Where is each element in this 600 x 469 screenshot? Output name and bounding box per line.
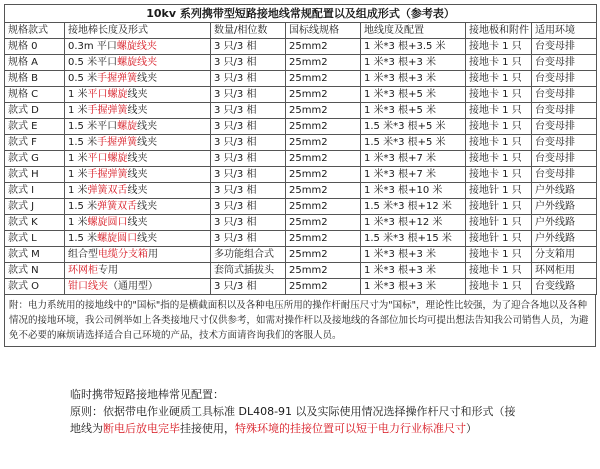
table-cell [5, 87, 65, 103]
cell-text: 线夹 [127, 217, 148, 228]
table-cell [466, 247, 532, 263]
principle-line: 原则：依据带电作业硬质工具标准 DL408-91 以及实际使用情况选择操作杆尺寸和形式（接 [70, 405, 516, 418]
table-cell [532, 263, 597, 279]
table-cell [466, 167, 532, 183]
cell-text: 1.5 米*3 根+5 米 [364, 121, 446, 132]
table-cell [211, 247, 286, 263]
table-cell [286, 167, 361, 183]
cell-text: 1 米*3 根+3 米 [364, 265, 437, 276]
table-cell [211, 167, 286, 183]
cell-text: 0.3m 平口 [68, 41, 117, 52]
cell-text: 1.5 米*3 根+5 米 [364, 137, 446, 148]
table-cell [211, 199, 286, 215]
principle-red-1: 断电后放电完毕 [103, 422, 180, 435]
cell-text: 3 只/3 相 [214, 121, 257, 132]
cell-text: 1 米*3 根+3 米 [364, 57, 437, 68]
column-header: 接地棒长度及形式 [65, 23, 211, 39]
table-cell [5, 183, 65, 199]
cell-text: 款式 G [8, 153, 39, 164]
table-cell [5, 71, 65, 87]
table-row [5, 263, 597, 279]
table-cell [466, 231, 532, 247]
cell-text: 款式 D [8, 105, 39, 116]
table-cell [361, 103, 466, 119]
table-cell [361, 119, 466, 135]
table-cell [361, 87, 466, 103]
cell-text: 1 米 [68, 169, 88, 180]
table-cell [466, 183, 532, 199]
cell-text: 台变母排 [535, 105, 575, 116]
cell-text: 接地针 1 只 [469, 233, 522, 244]
cell-text: 1 米*3 根+5 米 [364, 89, 437, 100]
table-row [5, 183, 597, 199]
table-cell [466, 119, 532, 135]
table-cell [532, 55, 597, 71]
table-cell [211, 151, 286, 167]
table-cell [65, 263, 211, 279]
table-cell [5, 247, 65, 263]
cell-text: 台变母排 [535, 169, 575, 180]
header-row [5, 23, 597, 39]
cell-text: 25mm2 [289, 73, 328, 84]
table-cell [466, 199, 532, 215]
table-cell [532, 199, 597, 215]
table-row [5, 279, 597, 295]
cell-text: 环网柜 [68, 265, 98, 276]
table-cell [211, 215, 286, 231]
cell-text: 螺旋线夹 [117, 57, 158, 68]
cell-text: 款式 E [8, 121, 38, 132]
cell-text: 台变母排 [535, 89, 575, 100]
cell-text: 接地卡 1 只 [469, 169, 522, 180]
table-cell [532, 247, 597, 263]
cell-text: 钳口线夹 [68, 281, 108, 292]
table-cell [532, 279, 597, 295]
cell-text: 25mm2 [289, 233, 328, 244]
table-cell [532, 183, 597, 199]
table-cell [286, 263, 361, 279]
config-heading: 临时携带短路接地棒常见配置： [70, 388, 224, 401]
table-cell [361, 199, 466, 215]
table-cell [5, 167, 65, 183]
cell-text: 套筒式插拔头 [214, 265, 274, 276]
principle-text-a: 地线为 [70, 422, 103, 435]
table-cell [286, 231, 361, 247]
cell-text: 接地卡 1 只 [469, 57, 522, 68]
cell-text: 3 只/3 相 [214, 89, 257, 100]
cell-text: 平口螺旋 [87, 89, 128, 100]
cell-text: 线夹 [137, 73, 158, 84]
column-header: 适用环境 [532, 23, 597, 39]
cell-text: 接地卡 1 只 [469, 105, 522, 116]
column-header: 地线度及配置 [361, 23, 466, 39]
cell-text: 1 米*3 根+5 米 [364, 105, 437, 116]
table-cell [65, 39, 211, 55]
table-cell [65, 279, 211, 295]
table-cell [532, 151, 597, 167]
cell-text: 25mm2 [289, 121, 328, 132]
table-cell [65, 135, 211, 151]
cell-text: 螺旋圆口 [97, 233, 138, 244]
cell-text: 款式 K [8, 217, 38, 228]
cell-text: 3 只/3 相 [214, 137, 257, 148]
cell-text: 1 米*3 根+3 米 [364, 73, 437, 84]
table-cell [211, 55, 286, 71]
table-cell [65, 215, 211, 231]
cell-text: 接地卡 1 只 [469, 89, 522, 100]
column-header: 接地极和附件 [466, 23, 532, 39]
principle-text-b: 挂接使用， [180, 422, 235, 435]
table-cell [5, 263, 65, 279]
table-cell [466, 151, 532, 167]
cell-text: 25mm2 [289, 89, 328, 100]
cell-text: 线夹 [127, 105, 148, 116]
table-cell [286, 279, 361, 295]
cell-text: 3 只/3 相 [214, 73, 257, 84]
cell-text: 手握弹簧 [97, 73, 138, 84]
table-cell [532, 167, 597, 183]
cell-text: 3 只/3 相 [214, 185, 257, 196]
table-cell [361, 135, 466, 151]
table-cell [361, 55, 466, 71]
cell-text: 25mm2 [289, 153, 328, 164]
cell-text: 线夹 [137, 121, 158, 132]
cell-text: 款式 N [8, 265, 39, 276]
table-cell [286, 151, 361, 167]
table-cell [65, 199, 211, 215]
cell-text: 接地卡 1 只 [469, 73, 522, 84]
cell-text: 台变母排 [535, 153, 575, 164]
cell-text: 线夹 [137, 233, 158, 244]
cell-text: （通用型） [108, 281, 158, 292]
cell-text: 1.5 米 [68, 233, 98, 244]
cell-text: 电缆分支箱 [98, 249, 148, 260]
table-cell [466, 103, 532, 119]
cell-text: 组合型 [68, 249, 98, 260]
cell-text: 款式 O [8, 281, 40, 292]
table-cell [65, 103, 211, 119]
table-cell [5, 279, 65, 295]
column-header: 规格款式 [5, 23, 65, 39]
table-body [5, 39, 597, 295]
table-cell [361, 71, 466, 87]
table-cell [361, 279, 466, 295]
table-cell [286, 39, 361, 55]
table-cell [211, 263, 286, 279]
cell-text: 25mm2 [289, 105, 328, 116]
cell-text: 25mm2 [289, 169, 328, 180]
table-cell [466, 71, 532, 87]
table-row [5, 119, 597, 135]
table-cell [286, 71, 361, 87]
cell-text: 接地卡 1 只 [469, 153, 522, 164]
table-cell [466, 39, 532, 55]
table-cell [5, 55, 65, 71]
cell-text: 弹簧双舌 [97, 201, 138, 212]
cell-text: 款式 H [8, 169, 39, 180]
table-cell [5, 151, 65, 167]
cell-text: 规格 0 [8, 41, 38, 52]
table-cell [532, 87, 597, 103]
table-row [5, 247, 597, 263]
cell-text: 线夹 [127, 185, 148, 196]
cell-text: 1 米 [68, 89, 88, 100]
cell-text: 接地针 1 只 [469, 201, 522, 212]
table-cell [286, 199, 361, 215]
cell-text: 专用 [98, 265, 118, 276]
table-title: 10kv 系列携带型短路接地线常规配置以及组成形式（参考表） [5, 5, 597, 23]
cell-text: 台变母排 [535, 57, 575, 68]
table-cell [466, 263, 532, 279]
table-cell [286, 55, 361, 71]
cell-text: 25mm2 [289, 281, 328, 292]
table-cell [286, 103, 361, 119]
cell-text: 台变母排 [535, 73, 575, 84]
table-row [5, 87, 597, 103]
principle-line-2 [70, 420, 592, 437]
table-cell [466, 135, 532, 151]
table-row [5, 199, 597, 215]
table-cell [361, 263, 466, 279]
table-row [5, 231, 597, 247]
table-cell [466, 55, 532, 71]
cell-text: 1 米*3 根+10 米 [364, 185, 443, 196]
table-cell [532, 71, 597, 87]
title-row [5, 5, 597, 23]
cell-text: 25mm2 [289, 41, 328, 52]
table-cell [361, 231, 466, 247]
table-row [5, 39, 597, 55]
table-cell [361, 151, 466, 167]
table-cell [466, 279, 532, 295]
cell-text: 户外线路 [535, 185, 575, 196]
table-cell [532, 119, 597, 135]
cell-text: 1 米*3 根+3.5 米 [364, 41, 446, 52]
cell-text: 1 米 [68, 185, 88, 196]
cell-text: 弹簧双舌 [87, 185, 128, 196]
cell-text: 25mm2 [289, 217, 328, 228]
table-cell [65, 119, 211, 135]
cell-text: 多功能组合式 [214, 249, 274, 260]
cell-text: 3 只/3 相 [214, 105, 257, 116]
table-cell [211, 119, 286, 135]
cell-text: 线夹 [127, 153, 148, 164]
cell-text: 款式 L [8, 233, 37, 244]
table-cell [65, 71, 211, 87]
cell-text: 1 米 [68, 153, 88, 164]
table-cell [211, 135, 286, 151]
table-cell [65, 151, 211, 167]
table-cell [361, 215, 466, 231]
table-cell [65, 167, 211, 183]
cell-text: 接地卡 1 只 [469, 41, 522, 52]
table-row [5, 71, 597, 87]
cell-text: 线夹 [137, 201, 158, 212]
cell-text: 手握弹簧 [87, 169, 128, 180]
cell-text: 1.5 米平口 [68, 121, 118, 132]
cell-text: 25mm2 [289, 201, 328, 212]
table-cell [532, 39, 597, 55]
cell-text: 3 只/3 相 [214, 169, 257, 180]
table-note: 附：电力系统用的接地线中的"国标"指的是横截面积以及各种电压所用的操作杆耐压尺寸为"国标"，理论性比较强，为了迎合各地以及各种情况的接地环境，我公司例举如上各类接地尺寸仅供参考，如需对操作杆以及接地线的各部位加长均可提出想法告知我公司销售人员，为避免不必要的麻烦请选择适合自己环境的产品，技术方面请咨询我们的客服人员。 [9, 300, 589, 341]
table-cell [466, 87, 532, 103]
cell-text: 1.5 米*3 根+15 米 [364, 233, 452, 244]
cell-text: 接地卡 1 只 [469, 121, 522, 132]
column-header: 数量/相位数 [211, 23, 286, 39]
cell-text: 台变母排 [535, 137, 575, 148]
note-box [4, 295, 596, 347]
table-cell [65, 247, 211, 263]
table-cell [65, 183, 211, 199]
bottom-notes [70, 386, 592, 437]
spec-table [4, 4, 597, 295]
cell-text: 线夹 [127, 169, 148, 180]
cell-text: 25mm2 [289, 265, 328, 276]
cell-text: 接地卡 1 只 [469, 137, 522, 148]
table-cell [5, 231, 65, 247]
table-cell [211, 71, 286, 87]
table-cell [286, 215, 361, 231]
cell-text: 款式 J [8, 201, 35, 212]
cell-text: 1 米*3 根+3 米 [364, 281, 437, 292]
table-cell [286, 183, 361, 199]
cell-text: 规格 A [8, 57, 39, 68]
cell-text: 1 米*3 根+3 米 [364, 249, 437, 260]
table-cell [211, 39, 286, 55]
cell-text: 3 只/3 相 [214, 153, 257, 164]
cell-text: 户外线路 [535, 201, 575, 212]
cell-text: 3 只/3 相 [214, 57, 257, 68]
cell-text: 1 米*3 根+7 米 [364, 169, 437, 180]
cell-text: 分支箱用 [535, 249, 575, 260]
table-cell [532, 135, 597, 151]
table-cell [211, 87, 286, 103]
cell-text: 螺旋线夹 [116, 41, 157, 52]
table-row [5, 215, 597, 231]
cell-text: 台变母排 [535, 41, 575, 52]
table-cell [286, 87, 361, 103]
table-cell [65, 55, 211, 71]
table-cell [211, 103, 286, 119]
cell-text: 线夹 [127, 89, 148, 100]
cell-text: 1 米*3 根+12 米 [364, 217, 443, 228]
table-cell [361, 39, 466, 55]
principle-text-c: ） [466, 422, 477, 435]
table-cell [211, 231, 286, 247]
table-cell [211, 183, 286, 199]
cell-text: 3 只/3 相 [214, 41, 257, 52]
table-cell [361, 183, 466, 199]
cell-text: 手握弹簧 [87, 105, 128, 116]
cell-text: 3 只/3 相 [214, 281, 257, 292]
cell-text: 平口螺旋 [87, 153, 128, 164]
cell-text: 接地卡 1 只 [469, 249, 522, 260]
table-cell [211, 279, 286, 295]
cell-text: 25mm2 [289, 57, 328, 68]
cell-text: 接地针 1 只 [469, 217, 522, 228]
cell-text: 螺旋圆口 [87, 217, 128, 228]
table-cell [532, 231, 597, 247]
table-cell [5, 199, 65, 215]
cell-text: 台变母排 [535, 121, 575, 132]
table-cell [466, 215, 532, 231]
table-cell [286, 247, 361, 263]
table-row [5, 135, 597, 151]
cell-text: 3 只/3 相 [214, 217, 257, 228]
table-cell [5, 119, 65, 135]
cell-text: 3 只/3 相 [214, 233, 257, 244]
table-row [5, 167, 597, 183]
cell-text: 用 [148, 249, 158, 260]
page [4, 4, 596, 347]
table-row [5, 151, 597, 167]
cell-text: 1 米*3 根+7 米 [364, 153, 437, 164]
table-row [5, 55, 597, 71]
cell-text: 手握弹簧 [97, 137, 138, 148]
cell-text: 1 米 [68, 217, 88, 228]
column-header: 国标线规格 [286, 23, 361, 39]
table-cell [286, 119, 361, 135]
table-row [5, 103, 597, 119]
cell-text: 1.5 米 [68, 137, 98, 148]
cell-text: 0.5 米平口 [68, 57, 118, 68]
table-cell [5, 39, 65, 55]
table-cell [532, 103, 597, 119]
cell-text: 款式 I [8, 185, 35, 196]
cell-text: 户外线路 [535, 233, 575, 244]
table-cell [65, 87, 211, 103]
cell-text: 环网柜用 [535, 265, 575, 276]
cell-text: 接地针 1 只 [469, 185, 522, 196]
table-cell [65, 231, 211, 247]
cell-text: 线夹 [137, 137, 158, 148]
table-cell [532, 215, 597, 231]
cell-text: 款式 F [8, 137, 37, 148]
table-cell [5, 103, 65, 119]
table-cell [5, 215, 65, 231]
cell-text: 1.5 米 [68, 201, 98, 212]
table-cell [361, 247, 466, 263]
cell-text: 螺旋 [117, 121, 138, 132]
cell-text: 规格 B [8, 73, 39, 84]
cell-text: 款式 M [8, 249, 40, 260]
cell-text: 0.5 米 [68, 73, 98, 84]
table-cell [5, 135, 65, 151]
cell-text: 25mm2 [289, 185, 328, 196]
table-cell [361, 167, 466, 183]
cell-text: 规格 C [8, 89, 39, 100]
cell-text: 1 米 [68, 105, 88, 116]
table-cell [286, 135, 361, 151]
cell-text: 25mm2 [289, 137, 328, 148]
principle-red-2: 特殊环境的挂接位置可以短于电力行业标准尺寸 [235, 422, 466, 435]
cell-text: 接地卡 1 只 [469, 265, 522, 276]
cell-text: 25mm2 [289, 249, 328, 260]
cell-text: 3 只/3 相 [214, 201, 257, 212]
cell-text: 接地卡 1 只 [469, 281, 522, 292]
cell-text: 台变线路 [535, 281, 575, 292]
cell-text: 1.5 米*3 根+12 米 [364, 201, 452, 212]
cell-text: 户外线路 [535, 217, 575, 228]
